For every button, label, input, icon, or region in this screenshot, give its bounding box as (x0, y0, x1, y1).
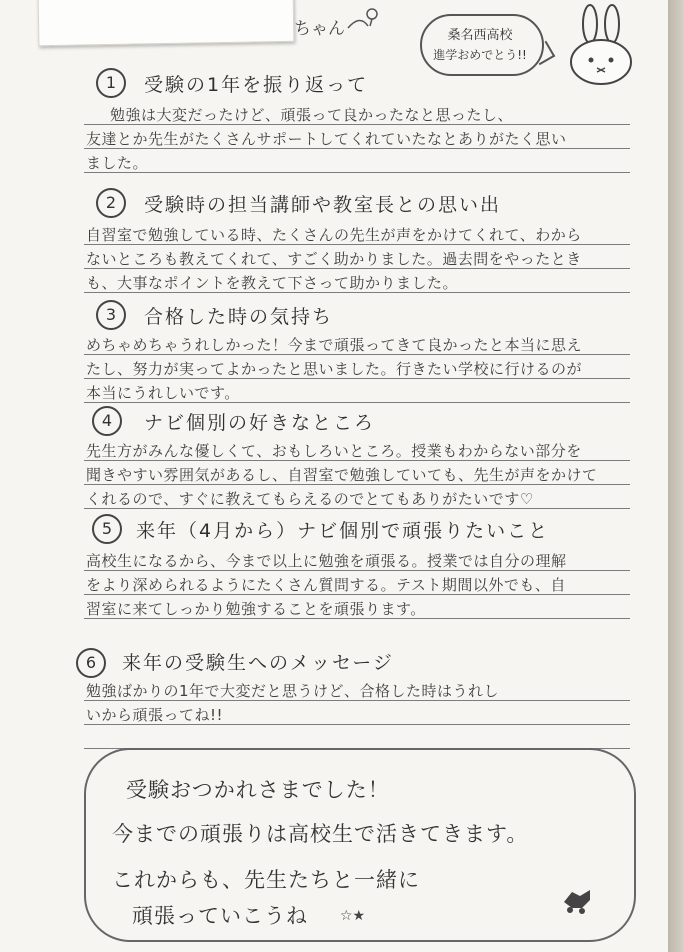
bubble-school-name: 桑名西高校 (447, 28, 513, 43)
question-number: 6 (76, 648, 106, 678)
answer-line: 自習室で勉強している時、たくさんの先生が声をかけてくれて、わから (86, 226, 582, 244)
handshake-stamp-icon (560, 882, 594, 916)
ruled-line (84, 378, 630, 379)
answer-line: をより深められるようにたくさん質問する。テスト期間以外でも、自 (86, 576, 566, 594)
ruled-line (84, 460, 630, 461)
ruled-line (84, 724, 630, 725)
answer-line: ないところも教えてくれて、すごく助かりました。過去問をやったとき (86, 250, 582, 268)
question-title: 受験の1年を振り返って (144, 74, 369, 96)
ruled-line (84, 508, 630, 509)
question-title: 受験時の担当講師や教室長との思い出 (144, 194, 502, 216)
question-number: 2 (96, 188, 126, 218)
ruled-line (84, 484, 630, 485)
closing-line-2: 今までの頑張りは高校生で活きてきます。 (112, 822, 529, 846)
answer-line: 聞きやすい雰囲気があるし、自習室で勉強していても、先生が声をかけて (86, 466, 598, 484)
question-title: 来年の受験生へのメッセージ (122, 652, 394, 674)
question-number: 4 (92, 406, 122, 436)
answer-line: 友達とか先生がたくさんサポートしてくれていたなとありがたく思い (86, 130, 567, 148)
answer-line: たし、努力が実ってよかったと思いました。行きたい学校に行けるのが (86, 360, 583, 378)
ruled-line (84, 594, 630, 595)
ruled-line (84, 244, 630, 245)
ruled-line (84, 268, 630, 269)
answer-line: 先生方がみんな優しくて、おもしろいところ。授業もわからない部分を (86, 442, 582, 460)
question-title: 来年（4月から）ナビ個別で頑張りたいこと (136, 520, 550, 542)
ruled-line (84, 402, 630, 403)
closing-line-1: 受験おつかれさまでした！ (126, 778, 390, 802)
flower-doodle-icon (346, 4, 386, 34)
bubble-congrats: 進学おめでとう!! (433, 48, 527, 62)
question-number: 3 (96, 300, 126, 330)
ruled-line (84, 618, 630, 619)
answer-line: めちゃめちゃうれしかった！今まで頑張ってきて良かったと本当に思え (86, 336, 583, 354)
answer-line: いから頑張ってね!! (86, 706, 224, 724)
answer-line: 習室に来てしっかり勉強することを頑張ります。 (86, 600, 426, 618)
answer-line: ました。 (86, 154, 149, 172)
ruled-line (84, 172, 630, 173)
ruled-line (84, 354, 630, 355)
closing-line-4: 頑張っていこうね (132, 904, 308, 928)
sticky-note (38, 0, 295, 46)
answer-line: 高校生になるから、今まで以上に勉強を頑張る。授業では自分の理解 (86, 552, 567, 570)
answer-line: 本当にうれしいです。 (86, 384, 240, 402)
paper-edge (668, 0, 683, 952)
answer-line: 勉強は大変だったけど、頑張って良かったなと思ったし、 (110, 106, 514, 124)
answer-line: くれるので、すぐに教えてもらえるのでとてもありがたいです♡ (86, 490, 534, 508)
answer-line: 勉強ばかりの1年で大変だと思うけど、合格した時はうれし (86, 682, 500, 700)
answer-line: も、大事なポイントを教えて下さって助かりました。 (86, 274, 459, 292)
bunny-doodle-icon (562, 4, 642, 88)
question-number: 5 (92, 514, 122, 544)
ruled-line (84, 292, 630, 293)
ruled-line (84, 570, 630, 571)
question-number: 1 (96, 68, 126, 98)
stars-doodle: ☆★ (340, 908, 366, 924)
question-title: 合格した時の気持ち (144, 306, 334, 328)
ruled-line (84, 700, 630, 701)
ruled-line (84, 148, 630, 149)
ruled-line (84, 124, 630, 125)
student-name-suffix: ちゃん (294, 19, 345, 39)
closing-line-3: これからも、先生たちと一緒に (112, 868, 420, 892)
question-title: ナビ個別の好きなところ (144, 412, 376, 434)
